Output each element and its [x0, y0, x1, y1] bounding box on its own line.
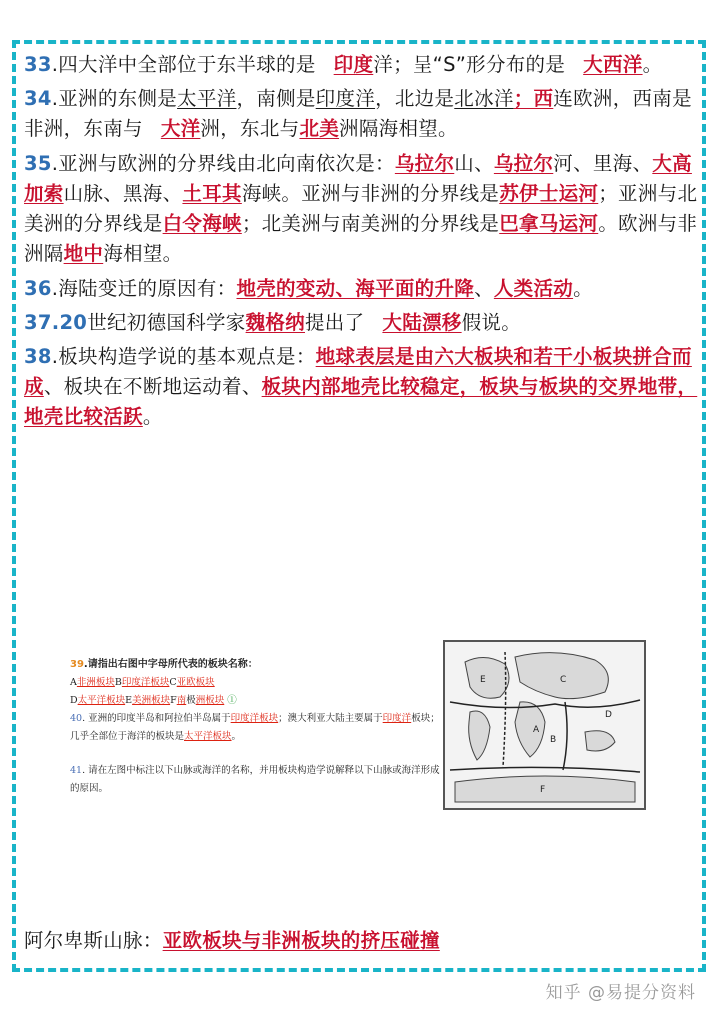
question-text: ；北美洲与南美洲的分界线是 [241, 212, 500, 236]
answer: 人类活动 [493, 276, 574, 300]
answer: 地球表层是由六大板块和若干小板块拼合而成 [24, 344, 692, 399]
svg-text:D: D [605, 710, 612, 720]
svg-text:F: F [540, 785, 546, 795]
question-33 [24, 50, 700, 80]
embedded-worksheet-snippet [70, 655, 440, 798]
answer-plain: 北冰洋 [454, 87, 514, 111]
question-text: 阿尔卑斯山脉： [24, 929, 163, 952]
plate-answer: 印度洋板块 [121, 677, 170, 688]
question-text: 。 [642, 53, 663, 76]
question-text: 假说。 [461, 310, 522, 334]
question-text: 板块；几乎全部位于海洋的板块是 [70, 713, 440, 743]
question-text: 。欧洲与非洲隔 [24, 212, 698, 266]
answer: 地中 [63, 242, 104, 266]
question-40 [70, 710, 440, 746]
plate-answer: 太平洋板块 [77, 695, 126, 707]
question-text: 海峡。亚洲与非洲的分界线是 [241, 181, 500, 205]
svg-text:C: C [560, 675, 567, 685]
answer: 白令海峡 [162, 212, 242, 236]
plate-answer: 美洲板块 [132, 695, 171, 707]
question-text: 山脉、黑海、 [63, 181, 183, 205]
answer: 大高加索 [24, 151, 692, 205]
answer: 板块内部地壳比较稳定，板块与板块的交界地带，地壳比较活跃 [24, 375, 698, 429]
question-text: 提出了 [305, 310, 365, 334]
question-text: 、板块在不断地运动着、 [43, 375, 262, 399]
plate-letter: D [70, 695, 78, 707]
question-text: 。 [142, 405, 163, 429]
question-text: 连欧洲，西南是非洲，东南与 [24, 87, 692, 141]
answer: ；西 [513, 87, 554, 111]
svg-text:E: E [480, 675, 486, 685]
question-text: 。 [231, 731, 242, 743]
answer: 乌拉尔 [394, 151, 455, 175]
question-text: .亚洲与欧洲的分界线由北向南依次是： [51, 151, 395, 175]
answer: 太平洋板块 [184, 731, 232, 743]
question-text: .四大洋中全部位于东半球的是 [51, 53, 316, 76]
world-plate-map [443, 640, 646, 810]
question-text: ；亚洲与北美洲的分界线是 [24, 181, 698, 236]
question-text: 洲隔海相望。 [339, 117, 458, 141]
question-number: 35 [24, 151, 52, 175]
question-number: 38 [24, 344, 52, 368]
circle-mark: ① [227, 695, 237, 707]
question-text: 洲，东北与 [200, 117, 300, 141]
question-text: 河、里海、 [553, 151, 653, 175]
question-text: .海陆变迁的原因有： [51, 276, 237, 300]
question-39-title [70, 655, 440, 674]
plates-row-2 [70, 692, 440, 710]
question-41 [70, 762, 440, 798]
answer: 印度 [333, 53, 374, 76]
plate-letter: F [170, 695, 177, 707]
svg-text:A: A [533, 725, 540, 735]
question-text: 山、 [454, 151, 494, 175]
plate-answer: 南 [176, 695, 187, 707]
question-text: 洋；呈“S”形分布的是 [373, 53, 566, 76]
question-number: 41 [70, 765, 83, 777]
question-text: .请指出右图中字母所代表的板块名称： [83, 659, 258, 670]
question-34 [24, 84, 700, 144]
svg-text:B: B [550, 735, 557, 745]
answer: 乌拉尔 [493, 151, 554, 175]
watermark: 知乎 @易提分资料 [545, 983, 696, 1003]
question-38 [24, 342, 700, 433]
plate-answer: 洲板块 [195, 695, 225, 707]
question-number: 34 [24, 87, 52, 111]
question-number: 37.20 [24, 310, 88, 334]
plate-letter: E [125, 695, 133, 707]
plates-row-1 [70, 674, 440, 692]
question-37 [24, 308, 700, 338]
question-text: 世纪初德国科学家 [87, 310, 246, 334]
question-number: 39 [70, 659, 84, 670]
answer: 地壳的变动、海平面的升降 [236, 276, 475, 300]
answer: 巴拿马运河 [499, 212, 599, 236]
question-text: . 亚洲的印度半岛和阿拉伯半岛属于 [82, 713, 231, 725]
answer: 土耳其 [182, 181, 242, 205]
plate-letter: A [70, 677, 77, 688]
question-number: 33 [24, 53, 52, 76]
question-36 [24, 274, 700, 304]
answer: 印度洋板块 [230, 713, 279, 725]
question-text: ，南侧是 [236, 87, 316, 111]
answer: 北美 [299, 117, 340, 141]
question-35 [24, 149, 700, 270]
answer: 印度洋 [382, 713, 412, 725]
answer: 苏伊士运河 [499, 181, 599, 205]
answer: 亚欧板块与非洲板块的挤压碰撞 [162, 929, 440, 952]
answer-plain: 印度洋 [315, 87, 376, 111]
question-text: .板块构造学说的基本观点是： [51, 344, 316, 368]
question-text: ，北边是 [375, 87, 455, 111]
question-text: 。 [573, 276, 593, 300]
question-text: .亚洲的东侧是 [51, 87, 178, 111]
question-text: . 请在左图中标注以下山脉或海洋的名称，并用板块构造学说解释以下山脉或海洋形成的原因。 [70, 765, 440, 795]
question-list [24, 50, 700, 437]
plate-answer: 极 [186, 695, 196, 707]
question-number: 40 [70, 713, 83, 725]
plate-answer: 亚欧板块 [176, 677, 215, 688]
answer-plain: 太平洋 [177, 87, 237, 111]
answer: 魏格纳 [245, 310, 305, 334]
plate-letter: B [114, 677, 122, 688]
plate-answer: 非洲板块 [76, 677, 115, 688]
answer: 大洋 [160, 117, 201, 141]
answer: 大西洋 [583, 53, 643, 76]
question-text: ；澳大利亚大陆主要属于 [278, 713, 383, 725]
plate-letter: C [169, 677, 177, 688]
question-text: 、 [474, 276, 494, 300]
question-text: 海相望。 [103, 242, 183, 266]
answer: 大陆漂移 [382, 310, 462, 334]
alps-answer-line [24, 925, 502, 953]
question-number: 36 [24, 276, 52, 300]
world-plate-map-icon [445, 642, 644, 808]
